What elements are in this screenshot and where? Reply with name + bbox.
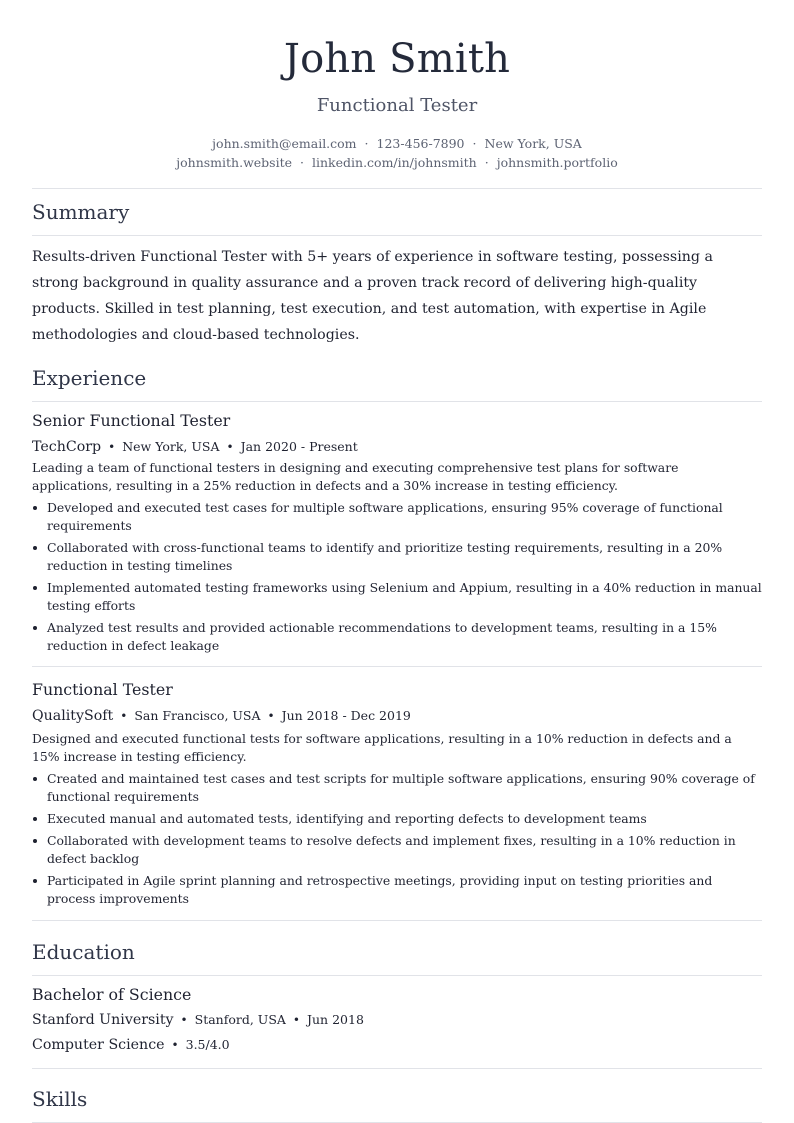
meta-bullet: • [267,709,275,723]
divider [32,920,762,921]
education-meta [32,1010,762,1030]
job-description: Designed and executed functional tests for software applications, resulting in a 10% reduction in defects and a 15% increase in testing efficiency. [32,731,732,764]
job-entry [32,411,762,655]
bullet-dot [33,817,37,821]
bullet-text: Analyzed test results and provided actionable recommendations to development teams, resulting in a 15% reduction in defect leakage [47,620,717,653]
job-meta [32,706,762,726]
bullet-text: Collaborated with development teams to resolve defects and implement fixes, resulting in a 10% reduction in defect backlog [47,833,736,866]
company-name: QualitySoft [32,708,114,724]
job-location: San Francisco, USA [134,708,261,723]
linkedin-link[interactable]: linkedin.com/in/johnsmith [312,155,477,170]
bullet-item [32,499,762,535]
resume-header [32,0,762,172]
location-text: New York, USA [484,136,582,151]
divider [32,975,762,976]
bullet-text: Executed manual and automated tests, identifying and reporting defects to development teams [47,811,647,826]
job-location: New York, USA [122,439,220,454]
summary-heading: Summary [32,200,130,224]
bullet-dot [33,586,37,590]
bullet-dot [33,546,37,550]
email-link[interactable]: john.smith@email.com [212,136,357,151]
gpa-value: 3.5/4.0 [185,1037,230,1052]
job-dates: Jan 2020 - Present [240,439,358,454]
degree-title: Bachelor of Science [32,985,192,1004]
job-dates: Jun 2018 - Dec 2019 [281,708,411,723]
bullet-dot [33,839,37,843]
school-name: Stanford University [32,1012,174,1028]
bullet-text: Collaborated with cross-functional teams to identify and prioritize testing requirements, resulting in a 20% reduction in testing timelines [47,540,723,573]
meta-bullet: • [171,1038,179,1052]
job-description: Leading a team of functional testers in designing and executing comprehensive test plans for software applications, resulting in a 25% reduction in defects and a 30% increase in testing efficiency. [32,460,679,493]
bullet-item [32,619,762,655]
bullet-text: Participated in Agile sprint planning and retrospective meetings, providing input on testing priorities and process improvements [47,873,713,906]
job-title: Senior Functional Tester [32,411,231,430]
bullet-text: Created and maintained test cases and test scripts for multiple software applications, ensuring 90% coverage of functional requirements [47,771,755,804]
phone-text: 123-456-7890 [376,136,465,151]
graduation-date: Jun 2018 [307,1012,364,1027]
bullet-item [32,832,762,868]
contact-line-1 [32,134,762,153]
contact-separator: · [300,155,304,170]
divider [32,401,762,402]
bullet-text: Developed and executed test cases for multiple software applications, ensuring 95% coverage of functional requirements [47,500,723,533]
contact-separator: · [472,136,477,151]
website-link[interactable]: johnsmith.website [176,155,293,170]
divider [32,235,762,236]
meta-bullet: • [180,1013,188,1027]
bullet-dot [33,506,37,510]
divider [32,1068,762,1069]
skills-heading: Skills [32,1087,88,1111]
job-meta [32,437,762,457]
bullet-item [32,579,762,615]
meta-bullet: • [108,440,116,454]
portfolio-link[interactable]: johnsmith.portfolio [496,155,618,170]
bullet-item [32,770,762,806]
bullet-text: Implemented automated testing frameworks using Selenium and Appium, resulting in a 40% reduction in manual testing efforts [47,580,762,613]
bullet-dot [33,777,37,781]
meta-bullet: • [292,1013,300,1027]
summary-text: Results-driven Functional Tester with 5+ years of experience in software testing, possessing a strong background in quality assurance and a proven track record of delivering high-quality products. Skilled in test planning, test execution, and test automation, with expertise in Agile methodologies and cloud-based technologies. [32,249,713,343]
job-entry [32,680,762,908]
meta-bullet: • [120,709,128,723]
contact-separator: · [364,136,369,151]
candidate-title: Functional Tester [316,95,478,116]
job-bullets [32,499,762,655]
bullet-dot [33,879,37,883]
job-title: Functional Tester [32,680,173,699]
contact-line-2 [32,153,762,172]
contact-separator: · [484,155,489,170]
job-bullets [32,770,762,908]
school-location: Stanford, USA [194,1012,286,1027]
divider [32,666,762,667]
divider [32,188,762,189]
candidate-name: John Smith [283,36,511,82]
education-heading: Education [32,940,135,964]
field-name: Computer Science [32,1037,165,1053]
bullet-item [32,539,762,575]
experience-heading: Experience [32,366,147,390]
field-of-study [32,1035,762,1055]
company-name: TechCorp [32,439,102,455]
bullet-dot [33,626,37,630]
bullet-item [32,872,762,908]
bullet-item [32,810,762,828]
meta-bullet: • [226,440,234,454]
